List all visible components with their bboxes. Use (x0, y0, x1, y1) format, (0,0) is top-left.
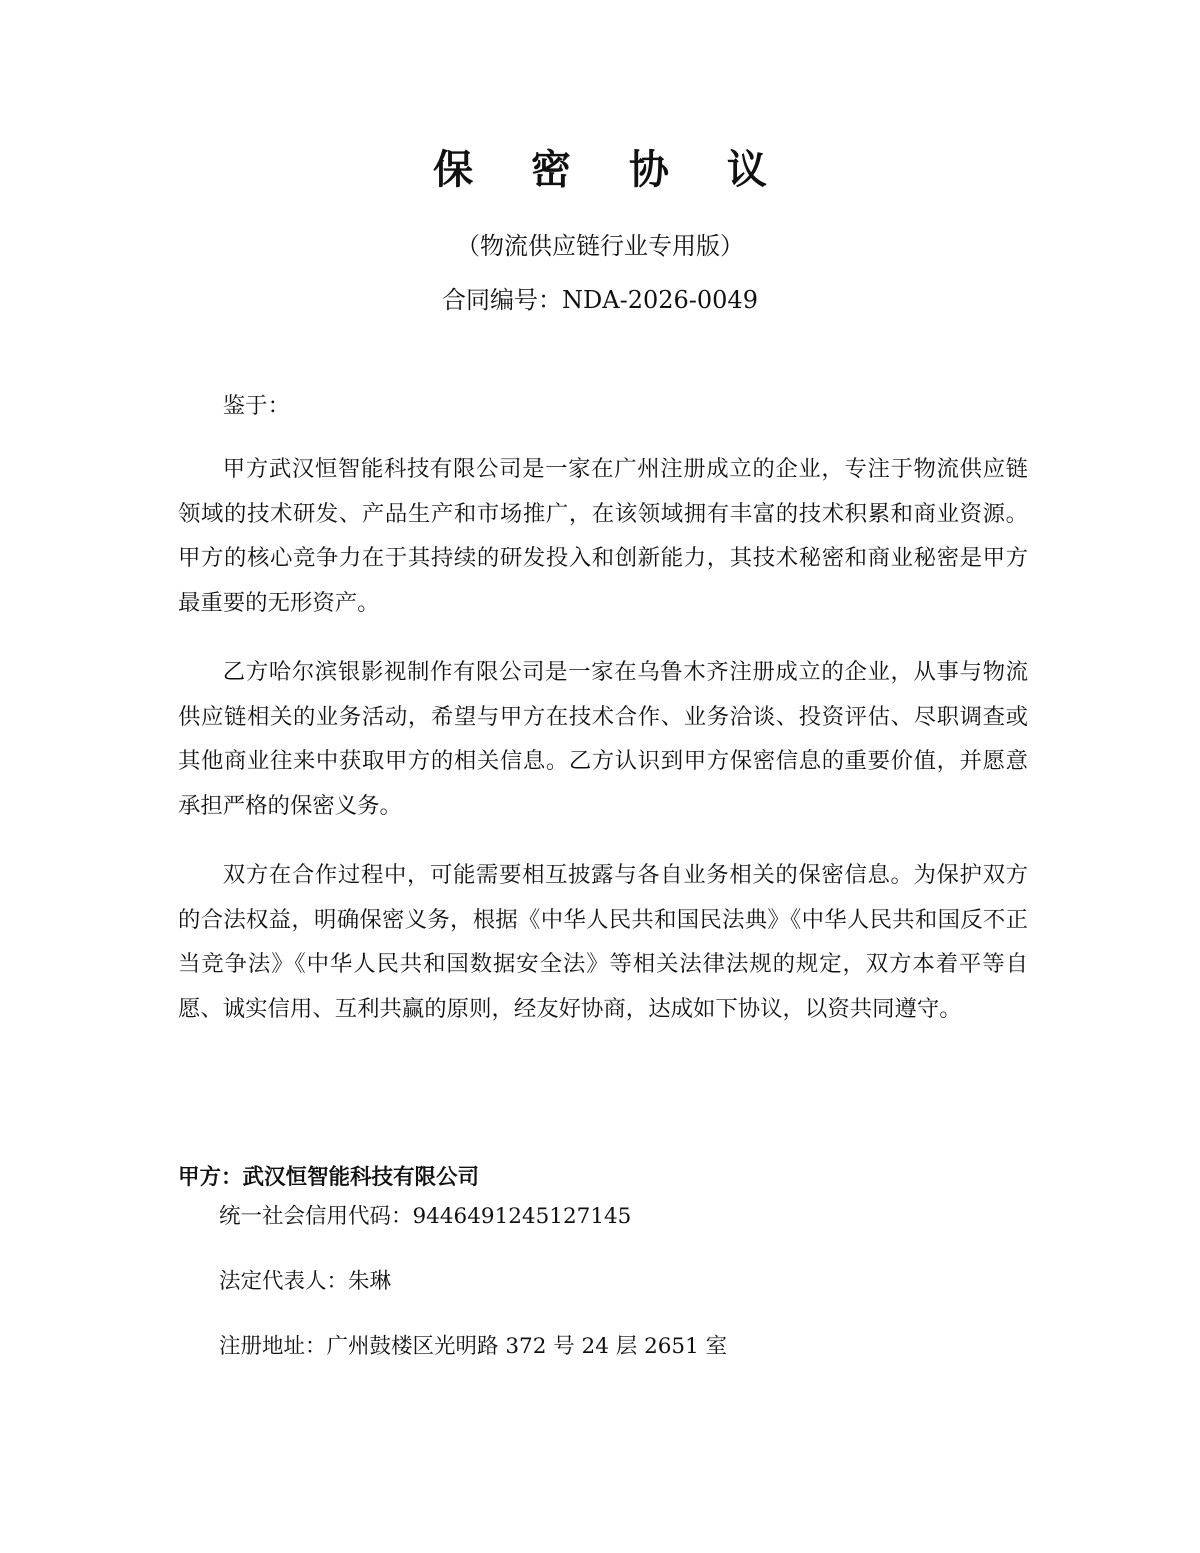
whereas-label: 鉴于： (222, 393, 290, 419)
contract-number: 合同编号：NDA-2026-0049 (442, 286, 758, 314)
paragraph-party-b: 乙方哈尔滨银影视制作有限公司是一家在乌鲁木齐注册成立的企业，从事与物流供应链相关的业务活动，希望与甲方在技术合作、业务洽谈、投资评估、尽职调查或其他商业往来中获取甲方的相关信息。乙方认识到甲方保密信息的重要价值，并愿意承担严格的保密义务。 (178, 659, 1028, 819)
party-a-heading: 甲方：武汉恒智能科技有限公司 (178, 1165, 480, 1190)
paragraph-party-a: 甲方武汉恒智能科技有限公司是一家在广州注册成立的企业，专注于物流供应链领域的技术研发、产品生产和市场推广，在该领域拥有丰富的技术积累和商业资源。甲方的核心竞争力在于其持续的研发投入和创新能力，其技术秘密和商业秘密是甲方最重要的无形资产。 (178, 456, 1028, 616)
party-a-credit-code: 统一社会信用代码：9446491245127145 (219, 1204, 632, 1229)
party-a-legal-representative: 法定代表人：朱琳 (219, 1269, 392, 1294)
paragraph-purpose: 双方在合作过程中，可能需要相互披露与各自业务相关的保密信息。为保护双方的合法权益，明确保密义务，根据《中华人民共和国民法典》《中华人民共和国反不正当竞争法》《中华人民共和国数据安全法》等相关法律法规的规定，双方本着平等自愿、诚实信用、互利共赢的原则，经友好协商，达成如下协议，以资共同遵守。 (178, 862, 1028, 1022)
document-subtitle: （物流供应链行业专用版） (456, 232, 744, 260)
party-a-address: 注册地址：广州鼓楼区光明路 372 号 24 层 2651 室 (219, 1334, 728, 1359)
document-title: 保 密 协 议 (433, 147, 789, 193)
